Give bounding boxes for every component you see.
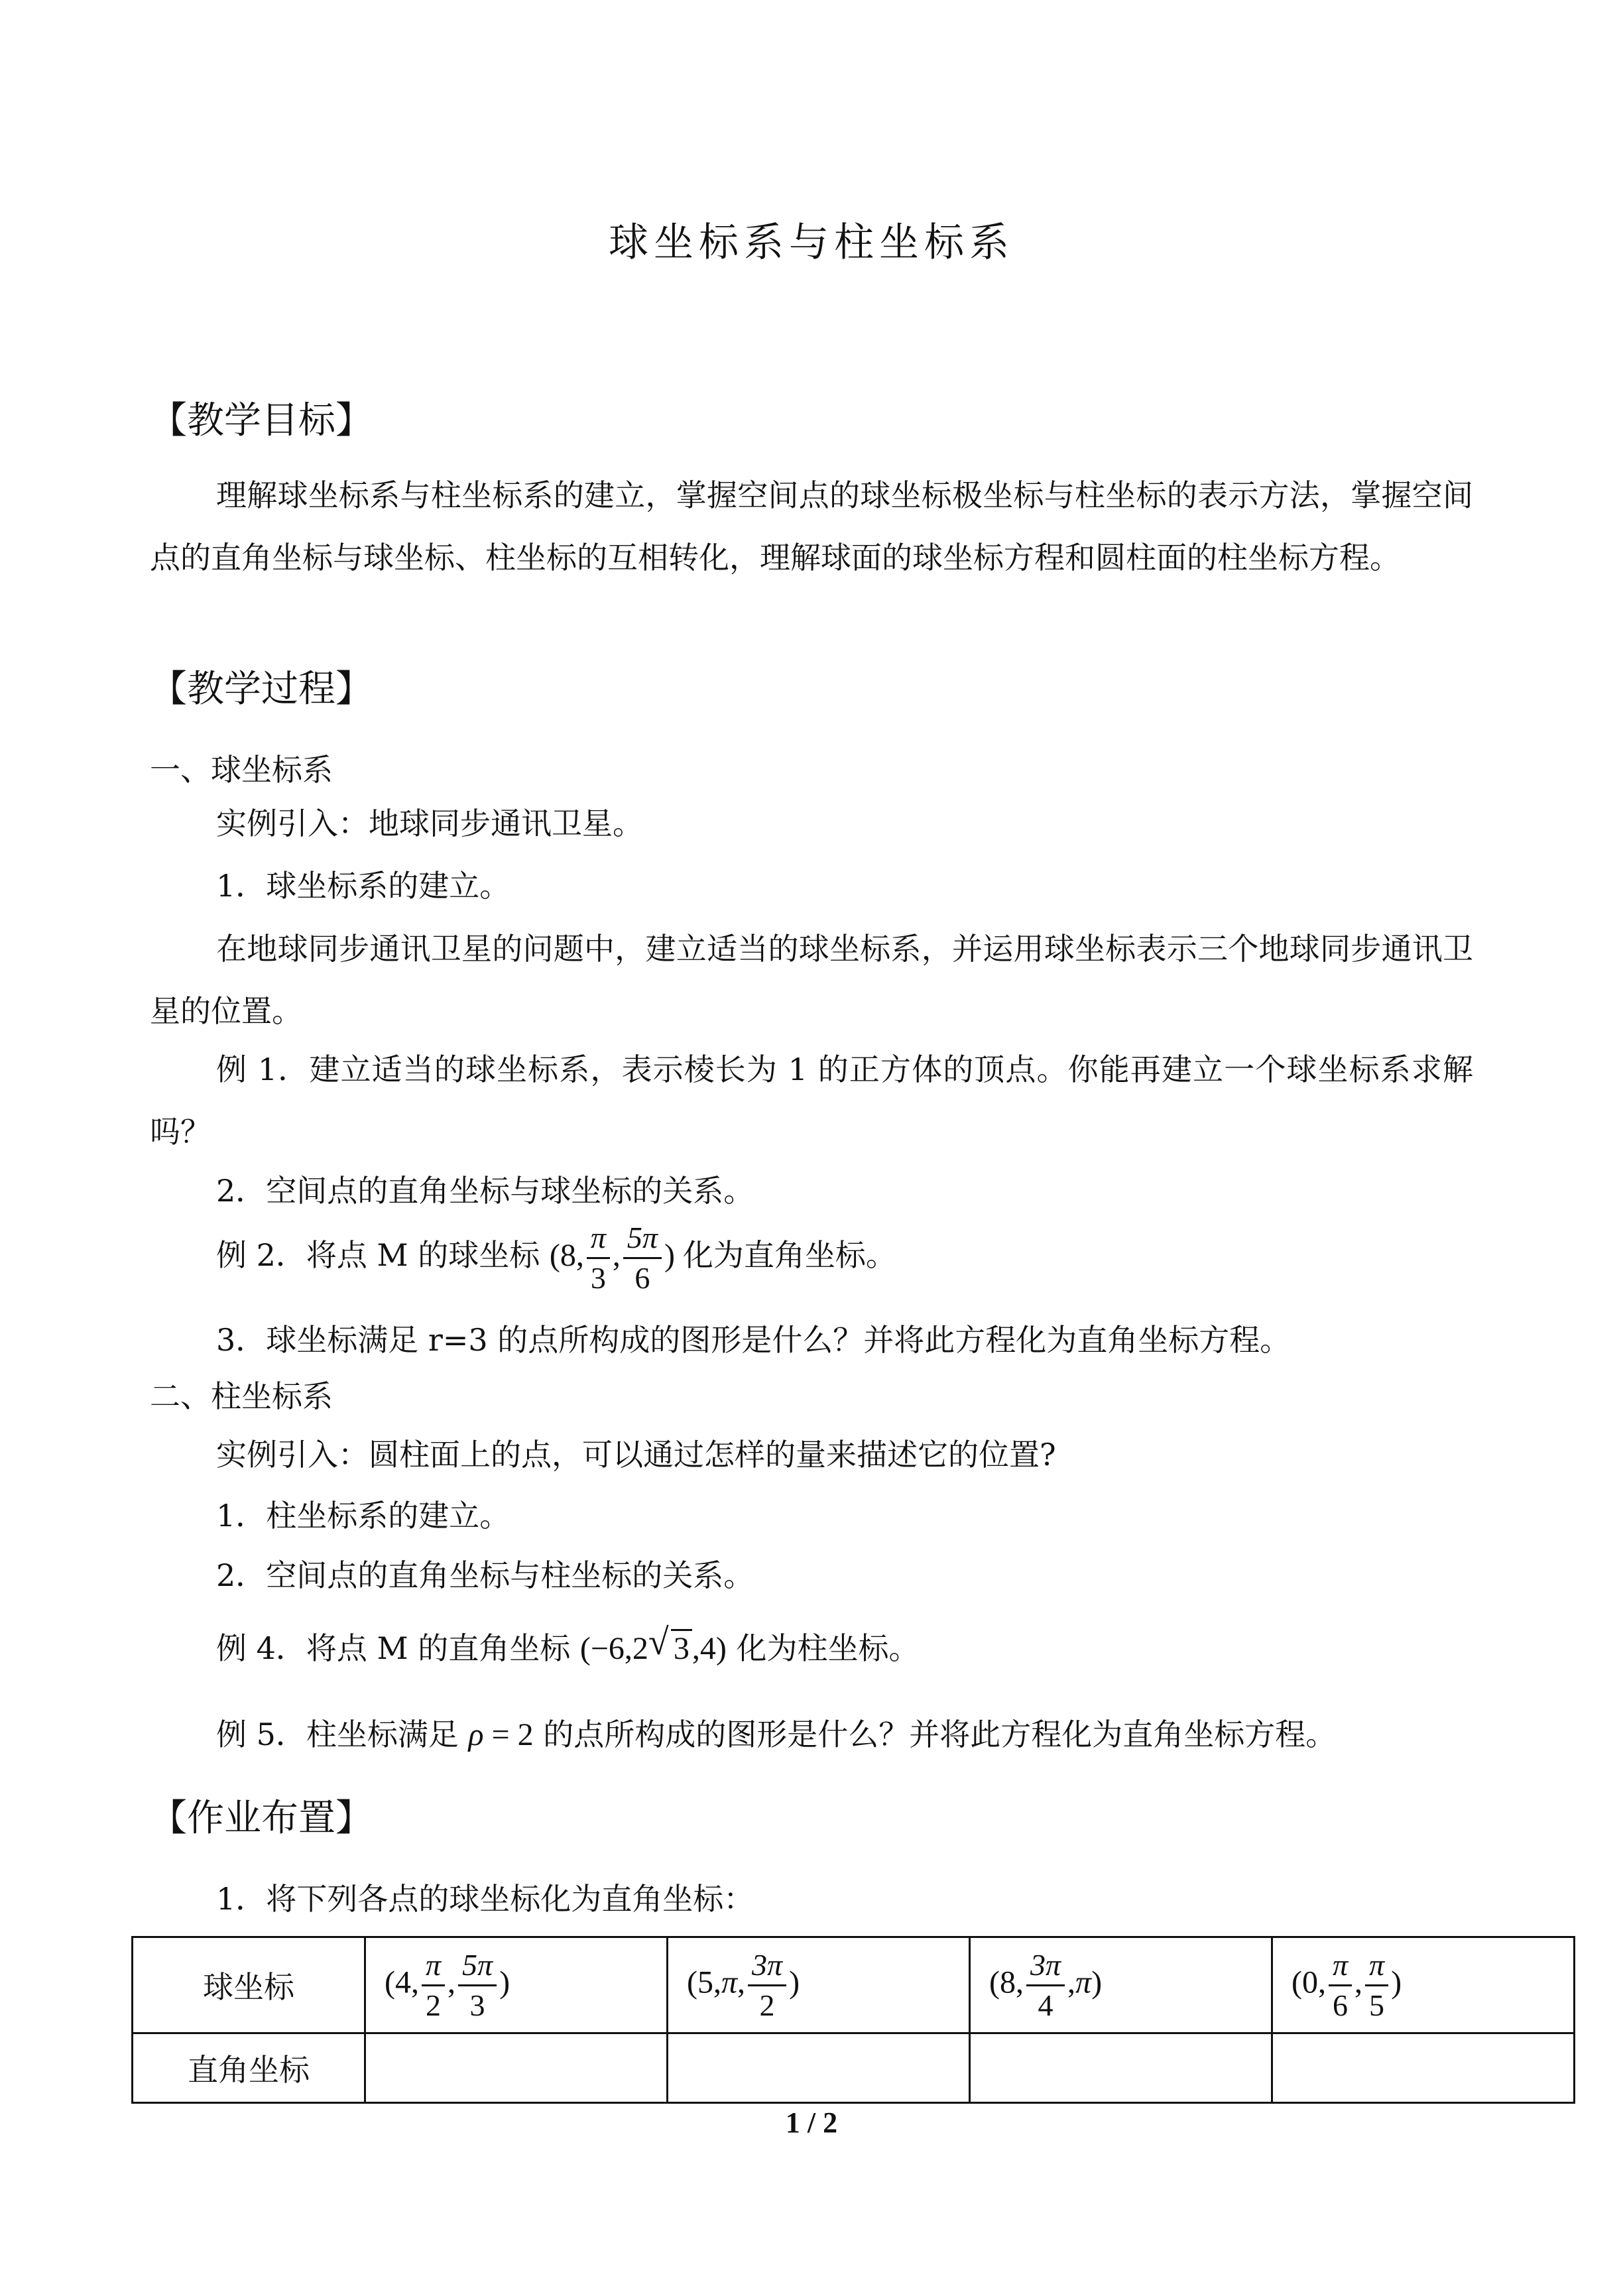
example-5-suffix: 的点所构成的图形是什么？并将此方程化为直角坐标方程。 [543, 1717, 1337, 1752]
table-row-label: 直角坐标 [133, 2033, 365, 2103]
table-cell: (4, $\frac{\pi}{2}$ , $\frac{5\pi}{3}$ ) [365, 1937, 668, 2033]
table-row [133, 1937, 1575, 2033]
example-5 [216, 1704, 1336, 1766]
part1-heading: 一、球坐标系 [150, 752, 333, 788]
part1-intro: 实例引入：地球同步通讯卫星。 [216, 806, 643, 841]
example-4-suffix: 化为柱坐标。 [736, 1630, 920, 1666]
example-2-suffix: 化为直角坐标。 [682, 1237, 896, 1273]
section-heading-goals: 【教学目标】 [150, 399, 373, 442]
part1-item3: 3．球坐标满足 r=3 的点所构成的图形是什么？并将此方程化为直角坐标方程。 [216, 1322, 1291, 1358]
example-4-prefix: 例 4．将点 M 的直角坐标 [216, 1630, 571, 1666]
fraction: $\frac{\pi}{3}$ [587, 1223, 610, 1294]
conversion-table [131, 1936, 1575, 2104]
fraction: $\frac{5\pi}{6}$ [623, 1223, 662, 1294]
square-root: √ 3 [648, 1618, 692, 1679]
example-4-cartesian-coordinate: (−6,2 √ 3,4) [580, 1631, 727, 1666]
coord-close: ) [664, 1238, 675, 1273]
example-5-prefix: 例 5．柱坐标满足 [216, 1717, 459, 1752]
table-cell-empty [668, 2033, 970, 2103]
part1-item2: 2．空间点的直角坐标与球坐标的关系。 [216, 1173, 754, 1209]
coord-open: (8, [549, 1238, 584, 1273]
section-heading-homework: 【作业布置】 [150, 1797, 373, 1840]
example-2-prefix: 例 2．将点 M 的球坐标 [216, 1237, 540, 1273]
part2-item1: 1．柱坐标系的建立。 [216, 1498, 511, 1534]
section-heading-process: 【教学过程】 [150, 668, 373, 711]
homework-item1: 1．将下列各点的球坐标化为直角坐标： [216, 1881, 754, 1917]
table-cell-empty [1272, 2033, 1575, 2103]
page-title: 球坐标系与柱坐标系 [609, 219, 1014, 266]
example-4 [216, 1618, 920, 1679]
example-2 [216, 1219, 896, 1294]
table-row [133, 2033, 1575, 2103]
part2-item2: 2．空间点的直角坐标与柱坐标的关系。 [216, 1557, 754, 1593]
table-cell-empty [970, 2033, 1272, 2103]
example-5-equation: ρ = 2 [468, 1717, 534, 1752]
part2-heading: 二、柱坐标系 [150, 1378, 333, 1414]
goals-paragraph: 理解球坐标系与柱坐标系的建立，掌握空间点的球坐标极坐标与柱坐标的表示方法，掌握空间点的直角坐标与球坐标、柱坐标的互相转化，理解球面的球坐标方程和圆柱面的柱坐标方程。 [150, 477, 1473, 575]
table-row-label: 球坐标 [133, 1937, 365, 2033]
table-cell: (0, $\frac{\pi}{6}$ , $\frac{\pi}{5}$ ) [1272, 1937, 1575, 2033]
table-cell: (8, $\frac{3\pi}{4}$ ,π) [970, 1937, 1272, 2033]
part2-intro: 实例引入：圆柱面上的点，可以通过怎样的量来描述它的位置? [216, 1437, 1056, 1473]
example-2-spherical-coordinate: (8, $\frac{\pi}{3}$ , $\frac{5\pi}{6}$ ) [549, 1221, 675, 1296]
table-cell-empty [365, 2033, 668, 2103]
part1-item1: 1．球坐标系的建立。 [216, 868, 511, 904]
part1-paragraph: 在地球同步通讯卫星的问题中，建立适当的球坐标系，并运用球坐标表示三个地球同步通讯卫星的位置。 [150, 931, 1473, 1029]
example-1: 例 1．建立适当的球坐标系，表示棱长为 1 的正方体的顶点。你能再建立一个球坐标系求解吗？ [150, 1052, 1473, 1150]
table-cell: (5,π, $\frac{3\pi}{2}$ ) [668, 1937, 970, 2033]
page-number: 1 / 2 [785, 2106, 838, 2139]
